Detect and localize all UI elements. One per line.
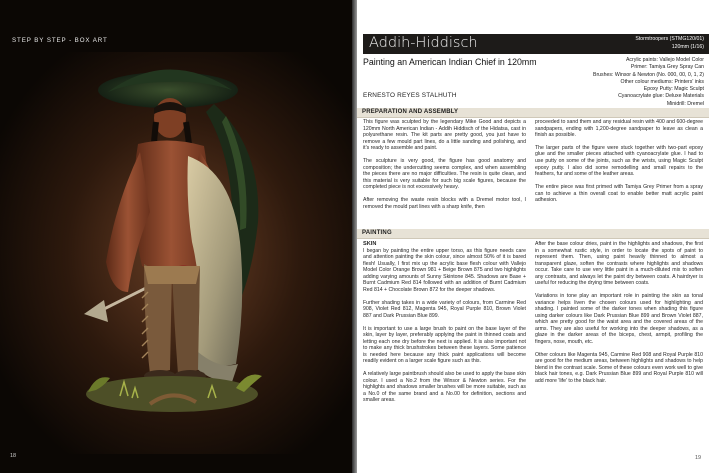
section-heading-painting: PAINTING [357, 229, 709, 239]
materials-list: Acrylic paints: Vallejo Model Color Primer: Tamiya Grey Spray Can Brushes: Winsor & Newton (No. 000, 00, 0, 1, 2) Other colour mediums: Printers' inks Epoxy Putty: Magic Sculpt Cyanoacrylate glue: Deluxe Materials Minidrill: Dremel [592, 57, 704, 107]
article-subtitle: Painting an American Indian Chief in 120mm [363, 57, 537, 67]
section-header: STEP BY STEP - BOX ART [12, 37, 108, 44]
text-column: proceeded to sand them and any residual resin with 400 and 600-degree sandpapers, ending with 1,200-degree sandpaper to leave as clean a finish as possible. The larger parts of the figure were stuck together with two-part epoxy glue and the smaller pieces attached with cyanoacrylate glue. I had to use putty on some of the joints, such as the wrists, using Magic Sculpt epoxy putty. I also did some remodelling and small repairs to the feathers, fur and some of the leather areas. The entire piece was first primed with Tamiya Grey Primer from a spray can to achieve a thin overall coat to enable better matt acrylic paint adhesion. [535, 119, 703, 204]
author: ERNESTO REYES STALHUTH [363, 92, 457, 99]
page-number: 18 [10, 453, 17, 459]
section-heading-preparation: PREPARATION AND ASSEMBLY [357, 108, 709, 118]
right-page [357, 0, 709, 473]
left-page [0, 0, 352, 473]
subheading-skin: SKIN [363, 241, 377, 247]
figure-photo [0, 52, 352, 454]
text-column: This figure was sculpted by the legendary Mike Good and depicts a 120mm North American Indian - Addih Hiddisch of the Hidatsa, cast in polyurethane resin. The kit parts are pretty good, you just have to remove a few mould part lines, do a little sanding and polishing, and it's ready to assemble and paint. The sculpture is very good, the figure has good anatomy and composition; the undercutting seems complex, and when assembling the pieces there are no major difficulties. The resin is quite clean, and this material is very suitable for such big scale figures, because the completed piece is not excessively heavy. After removing the waste resin blocks with a Dremel motor tool, I removed the mould part lines with a sharp knife, then [363, 119, 526, 210]
article-title: Addih-Hiddisch [369, 35, 478, 51]
text-column: SKIN I began by painting the entire upper torso, as this figure needs care and attention painting the skin colour, since almost 50% of it is bared flesh! Usually, I first mix up the acrylic base flesh colour with Vallejo Model Color Orange Brown 981 + Beige Brown 875 and two highlights adding varying amounts of Sunny Skintone 845. Shadows are Base + Burnt Cadmium Red 814 followed with an addition of Burnt Cadmium Red 814 + Chocolate Brown 872 for the deeper shadows. Further shading takes in a wide variety of colours, from Carmine Red 908, Violet Red 812, Magenta 945, Royal Purple 810, Brown Violet 887 and Dark Prussian Blue 899. It is important to use a large brush to paint on the base layer of the skin, layer by layer, preferably applying the paint in thinned coats and letting each one dry before the next is applied. It is also important not to make any thick brushstrokes between these layers. Some patience is needed here because any thick paint applications will become readily evident on a larger scale figure such as this. A relatively large paintbrush should also be used to apply the base skin colour. I used a No.2 from the Winsor & Newton series. For the highlights and shadows smaller brushes will be more suitable, such as a No.0 of the same brand and a No.00 for definition, sections and smaller areas. [363, 241, 526, 404]
text-column: After the base colour dries, paint in the highlights and shadows, the first in a somewhat rustic style, in order to locate the spots of paint to represent them. Then, using paint heavily thinned to almost a transparent glaze, soften the contrasts where highlights and shadows occur. Take care to use very little paint in a much-diluted mix to soften any contrasts, and always let the paint dry between coats. A hairdryer is useful for reducing the drying time between coats. Variations in tone play an important role in painting the skin as tonal variance helps liven the chosen colours used for highlighting and shading. I painted some of the darker tones when shading this figure using darker colours like Dark Prussian Blue 899 and Brown Violet 887, which are pretty good for the waist area and the covered areas of the arms. They are also useful for working into the deeper shadows, as a glaze in the darker areas of the biceps, chest, armpit, profiling the fingers, nose, mouth, etc. Other colours like Magenta 945, Carmine Red 908 and Royal Purple 810 are good for the medium areas, between highlights and shadows to help blend in the contrast scale. Some of these colours even work well to give black hair tones, e.g. Dark Prussian Blue 899 and Royal Purple 810 will add more 'life' to the black hair. [535, 241, 703, 384]
kit-reference: Stormtroopers (STMG120/01) 120mm (1/16) [635, 36, 704, 50]
title-bar [363, 34, 709, 54]
page-number: 19 [695, 455, 702, 461]
